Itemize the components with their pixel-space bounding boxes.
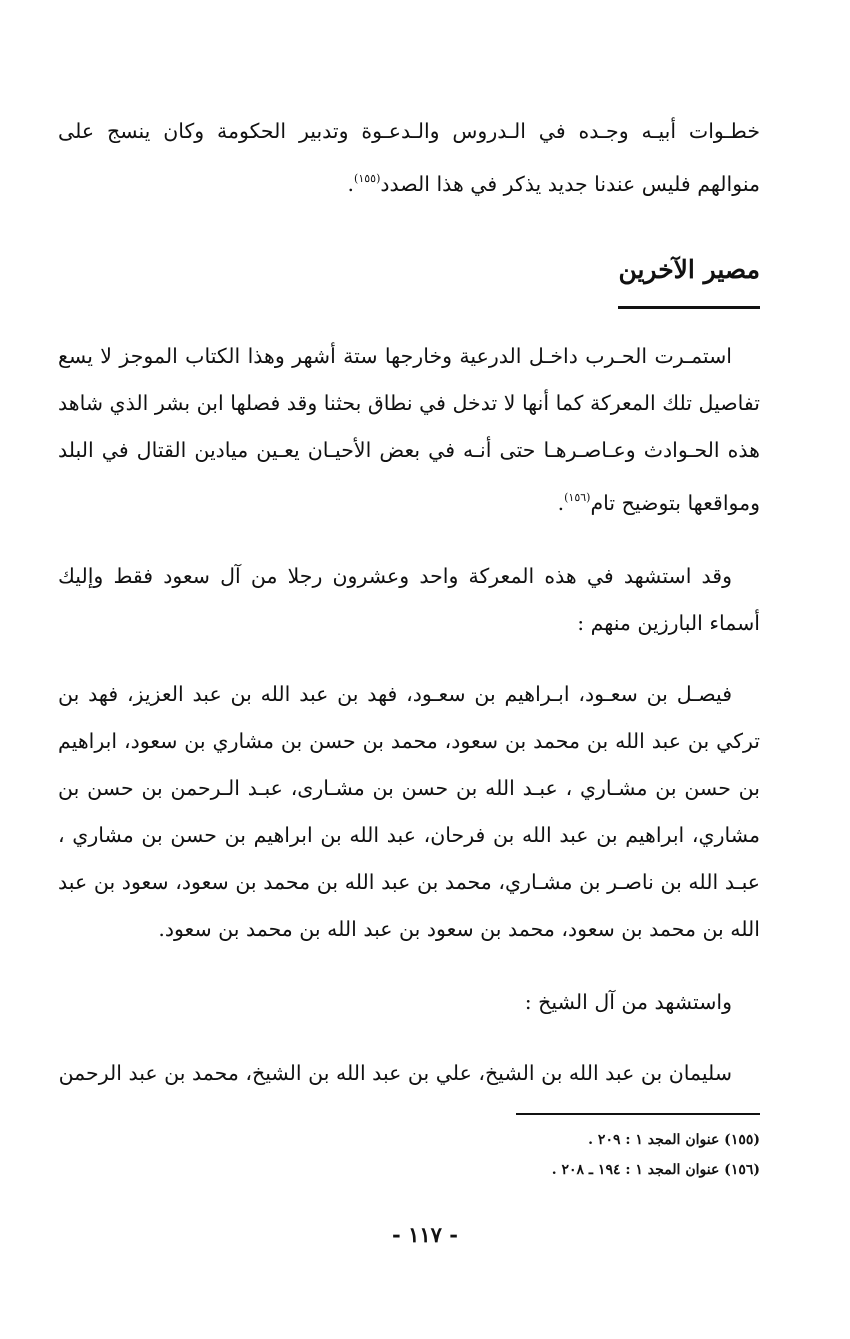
footnotes: [90, 1113, 760, 1185]
footnote-ref-155: (١٥٥): [354, 172, 381, 185]
paragraph-1-text: خطـوات أبيـه وجـده في الـدروس والـدعـوة وتدبير الحكومة وكان ينسج على منوالهم فليس عندنا جديد يذكر في هذا الصدد: [58, 119, 760, 196]
footnote-rule: [516, 1113, 760, 1115]
paragraph-1-end: .: [347, 172, 355, 196]
paragraph-al-sheikh-list: سليمان بن عبد الله بن الشيخ، علي بن عبد الله بن الشيخ، محمد بن عبد الرحمن: [58, 1061, 732, 1085]
section-heading: مصير الآخرين: [618, 250, 760, 309]
section-heading-wrap: [58, 208, 760, 309]
page-body: [58, 108, 760, 1097]
paragraph-martyrs-intro: وقد استشهد في هذه المعركة واحد وعشرون رجلا من آل سعود فقط وإليك أسماء البارزين منهم :: [58, 564, 760, 635]
paragraph-battle: [58, 333, 760, 527]
footnote-155: (١٥٥) عنوان المجد ١ : ٢٠٩ .: [588, 1132, 760, 1148]
paragraph-continuation: [58, 108, 760, 208]
page-number: - ١١٧ -: [392, 1222, 458, 1247]
footnote-ref-156: (١٥٦): [564, 491, 591, 504]
paragraph-martyrs-list: فيصـل بن سعـود، ابـراهيم بن سعـود، فهد بن عبد الله بن عبد العزيز، فهد بن تركي بن عبد الله بن محمد بن سعود، محمد بن حسن بن مشاري بن سعود، ابراهيم بن حسن بن مشـاري ، عبـد الله بن حسن بن مشـارى، عبـد الـرحمن بن حسن بن مشاري، ابراهيم بن عبد الله بن فرحان، عبد الله بن ابراهيم بن حسن بن مشاري ، عبـد الله بن ناصـر بن مشـاري، محمد بن عبد الله بن محمد بن سعود، سعود بن عبد الله بن محمد بن سعود، محمد بن سعود بن عبد الله بن محمد بن سعود.: [58, 682, 760, 941]
paragraph-2-end: .: [557, 491, 565, 515]
footnote-156: (١٥٦) عنوان المجد ١ : ١٩٤ ـ ٢٠٨ .: [551, 1162, 760, 1178]
paragraph-2-text: استمـرت الحـرب داخـل الدرعية وخارجها ستة أشهر وهذا الكتاب الموجز لا يسع تفاصيل تلك المعركة كما أنها لا تدخل في نطاق بحثنا وقد فصلها ابن بشر الذي شاهد هذه الحـوادث وعـاصـرهـا حتى أنـه في بعض الأحيـان يعـين ميادين القتال في البلد ومواقعها بتوضيح تام: [58, 344, 760, 515]
paragraph-al-sheikh-intro: واستشهد من آل الشيخ :: [524, 990, 732, 1014]
